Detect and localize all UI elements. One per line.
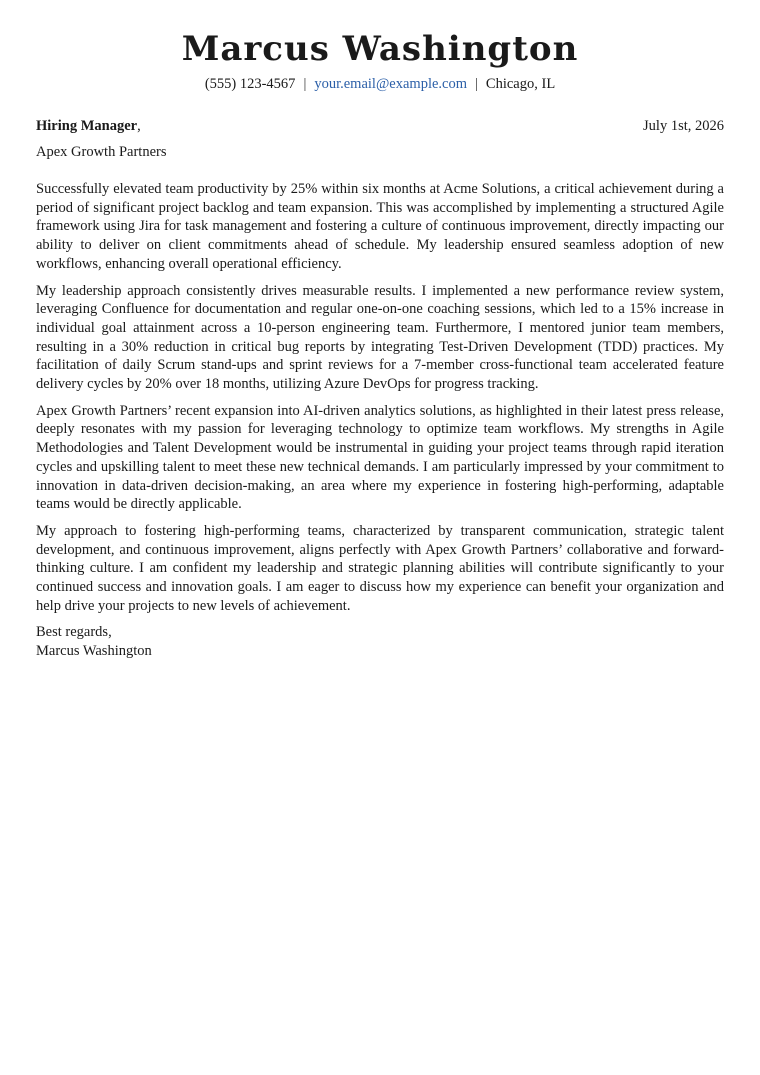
- company-name: Apex Growth Partners: [36, 144, 167, 160]
- body-paragraph: My leadership approach consistently drives measurable results. I implemented a new performance review system, leveraging Confluence for documentation and regular one-on-one coaching sessions, which led to a 15% increase in individual goal attainment across a 10-person engineering team. Furthermore, I mentored junior team members, resulting in a 30% reduction in critical bug reports by integrating Test-Driven Development (TDD) practices. My facilitation of daily Scrum stand-ups and sprint reviews for a 7-member cross-functional team accelerated feature delivery cycles by 20% over 18 months, utilizing Azure DevOps for progress tracking.: [36, 282, 724, 393]
- signature-name: Marcus Washington: [36, 643, 152, 660]
- body-paragraph: My approach to fostering high-performing teams, characterized by transparent communication, strategic talent development, and continuous improvement, aligns perfectly with Apex Growth Partners’ collaborative and forward-thinking culture. I am confident my leadership and strategic planning abilities will contribute significantly to your continued success and innovation goals. I am eager to discuss how my experience can benefit your organization and help drive your projects to new levels of achievement.: [36, 522, 724, 614]
- sender-name: Marcus Washington: [181, 29, 579, 69]
- letter-date: July 1st, 2026: [643, 118, 724, 134]
- contact-separator: |: [303, 76, 307, 92]
- recipient-suffix: ,: [137, 118, 141, 134]
- contact-line: [36, 74, 724, 94]
- letter-body: [36, 180, 724, 615]
- body-paragraph: Successfully elevated team productivity by 25% within six months at Acme Solutions, a critical achievement during a period of significant project backlog and team expansion. This was accomplished by implementing a structured Agile framework using Jira for task management and fostering a culture of continuous improvement, directly impacting our ability to deliver on client commitments ahead of schedule. My leadership ensured seamless adoption of new workflows, enhancing overall operational efficiency.: [36, 181, 724, 272]
- closing-phrase: Best regards,: [36, 624, 112, 641]
- salutation-date-row: [36, 116, 724, 136]
- recipient-name: Hiring Manager: [36, 118, 138, 134]
- closing-block: [36, 623, 724, 660]
- contact-separator: |: [475, 76, 478, 92]
- email-link[interactable]: your.email@example.com: [314, 76, 468, 92]
- location: Chicago, IL: [485, 76, 556, 92]
- salutation: [36, 116, 141, 136]
- phone-number: (555) 123-4567: [204, 76, 296, 92]
- body-paragraph: Apex Growth Partners’ recent expansion into AI-driven analytics solutions, as highlighted in their latest press release, deeply resonates with my passion for leveraging technology to optimize team workflows. My strengths in Agile Methodologies and Talent Development would be instrumental in guiding your project teams through rapid iteration cycles and upskilling talent to meet these new technical demands. I am particularly impressed by your commitment to innovation in data-driven decision-making, an area where my experience in fostering high-performing, adaptable teams would be directly applicable.: [36, 402, 724, 513]
